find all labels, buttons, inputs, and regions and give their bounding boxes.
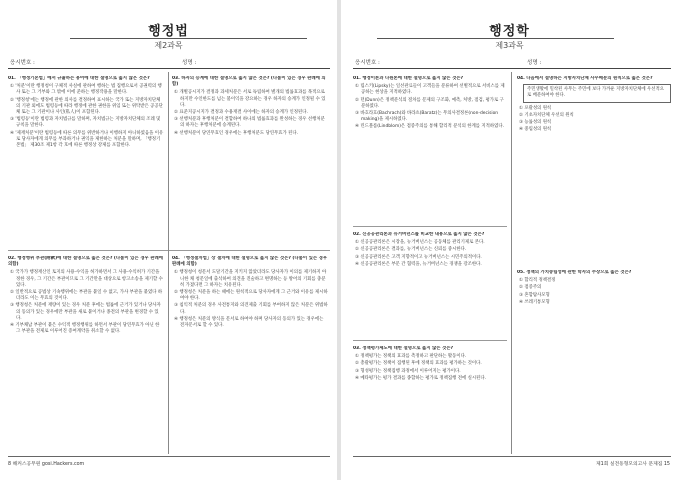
question-option: ④ 신공공관리론은 부문 간 협력을, 뉴거버넌스는 경쟁을 강조한다. bbox=[355, 261, 482, 267]
right-exam-no-label: 응시번호 : bbox=[355, 60, 380, 66]
question-option: ② 행정청은 처분을 하는 때에는 원칙적으로 당사자에게 그 근거와 이유를 제시하여야 한다. bbox=[174, 290, 328, 302]
left-name-label: 성명 : bbox=[182, 60, 197, 66]
question-option: ① 정책평가는 정책의 효과를 측정하고 판단하는 활동이다. bbox=[355, 354, 467, 360]
question-option: ② '행정청'에는 행정에 관한 의사를 결정하여 표시하는 국가 또는 지방자치단체의 기관 외에도 법령등에 따라 행정에 관한 권한을 위임 또는 위탁받은 공공단체 또는 그 기관이나 사인(私人)이 포함된다. bbox=[10, 97, 163, 116]
question-head: 02. 행정행위 부관(附款)에 대한 설명으로 옳은 것은? (다툼이 있는 경우 판례에 의함) bbox=[8, 256, 163, 268]
left-subject-subtitle: 제2과목 bbox=[154, 41, 183, 50]
question-option: ② 던(Dunn)은 정책분석의 절차를 문제의 구조화, 예측, 처방, 점검, 평가로 구분하였다. bbox=[355, 97, 504, 109]
right-column-divider bbox=[511, 72, 512, 454]
question-option: ④ 쓰레기통모형 bbox=[519, 299, 550, 305]
right-name-label: 성명 : bbox=[527, 60, 542, 66]
right-footer: 제1회 실전동형모의고사 문제집 15 bbox=[596, 462, 670, 467]
right-q04 bbox=[517, 76, 671, 236]
question-option: ④ 린드블롬(Lindblom)은 점증주의를 통해 합리적 분석의 한계를 지적하였다. bbox=[355, 124, 505, 130]
question-option: ① 개별공시지가 결정과 과세처분은 서로 독립하여 별개의 법률효과를 목적으로 하지만 수인한도를 넘는 불이익을 강요하는 경우 하자의 승계가 인정될 수 있다. bbox=[174, 90, 326, 108]
right-footer-rule bbox=[353, 456, 671, 457]
right-header-rule bbox=[353, 68, 671, 69]
question-option: ④ 선행처분이 당연무효인 경우에는 후행처분도 당연무효가 된다. bbox=[174, 130, 298, 136]
left-title-underline bbox=[70, 38, 307, 39]
left-q01 bbox=[8, 76, 164, 246]
question-head: 02. 신공공관리론과 뉴거버넌스를 비교한 내용으로 옳지 않은 것은? bbox=[353, 232, 485, 237]
right-page bbox=[341, 0, 678, 480]
question-option: ② 기초자치단체 우선의 원칙 bbox=[519, 112, 574, 118]
question-option: ③ 형성평가는 정책집행 과정에서 이루어지는 평가이다. bbox=[355, 368, 461, 374]
right-q03 bbox=[353, 346, 507, 452]
question-option: ② 점증주의 bbox=[519, 285, 542, 291]
question-option: ③ 신공공관리론은 고객 지향적이고 뉴거버넌스는 시민주의적이다. bbox=[355, 254, 482, 260]
question-option: ① 국가가 행정재산인 토지의 사용·수익을 허가하면서 그 사용·수익허가 기간을 정한 경우, 그 기간은 부관이므로 그 기간만을 대상으로 항고소송을 제기할 수 있다. bbox=[10, 270, 163, 288]
question-option: ④ 메타평가는 평가 결과를 종합하는 평가로 정책집행 전에 실시된다. bbox=[355, 375, 487, 381]
question-option: ① 합리적 정책결정 bbox=[519, 278, 556, 284]
left-header-rule bbox=[8, 68, 330, 69]
question-option: ② 표준지공시지가 결정과 수용재결 사이에는 하자의 승계가 인정된다. bbox=[174, 110, 308, 116]
question-option: ① 포괄성의 원칙 bbox=[519, 105, 552, 111]
right-subject-subtitle: 제3과목 bbox=[495, 41, 524, 50]
question-box: 주민생활에 밀착된 사무는 주민에 보다 가까운 지방자치단체에 우선적으로 배분하여야 한다. bbox=[523, 84, 671, 102]
question-option: ② 총괄평가는 정책이 집행된 후에 정책의 효과를 평가하는 것이다. bbox=[355, 361, 482, 367]
question-option: ③ 바흐라흐(Bachrach)와 바라츠(Baratz)는 무의사결정론(non-decision making)을 제시하였다. bbox=[355, 111, 499, 123]
question-option: ① 립스키(Lipsky)는 일선관료들이 고객들을 분류하여 선별적으로 서비스를 제공하는 현상을 지적하였다. bbox=[355, 84, 505, 96]
left-page bbox=[0, 0, 337, 480]
question-head: 04. 「행정절차법」상 절차에 대한 설명으로 옳지 않은 것은? (다툼이 있는 경우 판례에 의함) bbox=[172, 256, 328, 268]
question-head: 03. 하자의 승계에 대한 설명으로 옳지 않은 것은? (다툼이 있는 경우 판례에 의함) bbox=[172, 76, 326, 88]
right-title-underline bbox=[377, 38, 614, 39]
question-option: ③ 행정청은 처분에 재량이 있는 경우 처분 후에는 법률에 근거가 있거나 당사자의 동의가 있는 경우에만 부관을 새로 붙이거나 종전의 부관을 변경할 수 있다. bbox=[10, 303, 161, 321]
left-subject-title: 행정법 bbox=[148, 24, 189, 39]
question-option: ④ 행정청은 처분의 방식을 문서로 하여야 하며 당사자의 동의가 있는 경우에는 전자문서로 할 수 있다. bbox=[174, 316, 324, 329]
question-option: ① 행정청이 청문서 도달기간을 지키지 않았더라도 당사자가 이의를 제기하지 아니한 채 청문일에 출석하여 의견을 진술하고 변명하는 등 방어의 기회를 충분히 가졌다면 그 하자는 치유된다. bbox=[174, 270, 327, 288]
right-col1-rule bbox=[353, 226, 507, 227]
right-q02 bbox=[353, 232, 507, 350]
question-head: 03. 정책평가제도에 대한 설명으로 옳지 않은 것은? bbox=[353, 346, 454, 351]
left-footer: 8 해커스공무원 gosi.Hackers.com bbox=[8, 462, 85, 467]
left-footer-rule bbox=[8, 456, 330, 457]
right-q01 bbox=[353, 76, 507, 226]
question-option: ① '처분'이란 행정청이 구체적 사실에 관하여 행하는 법 집행으로서 공권력의 행사 또는 그 거부와 그 밖에 이에 준하는 행정작용을 말한다. bbox=[10, 84, 162, 96]
question-head: 01. 행정이론과 다원론에 대한 설명으로 옳지 않은 것은? bbox=[353, 76, 464, 81]
question-head: 05. 정책의 가치중립성에 관한 학자의 주장으로 옳은 것은? bbox=[517, 270, 632, 275]
question-option: ③ 능률성의 원칙 bbox=[519, 120, 552, 126]
left-q04 bbox=[172, 256, 328, 452]
question-option: ③ 혼합탐사모형 bbox=[519, 292, 550, 298]
question-option: ④ 중립성의 원칙 bbox=[519, 127, 552, 133]
question-option: ④ 기부채납 부관이 붙은 수익적 행정행위를 하면서 부관이 당연무효가 아닌 한 그 부관을 전제로 이루어진 증여계약을 취소할 수 없다. bbox=[10, 323, 160, 335]
question-head: 04. 다음에서 설명하는 지방자치단체 사무배분의 원칙으로 옳은 것은? bbox=[517, 76, 653, 81]
question-option: ③ 침익적 처분의 경우 사전통지와 의견제출 기회를 부여하지 않은 처분은 위법하다. bbox=[174, 303, 328, 315]
right-subject-title: 행정학 bbox=[489, 24, 530, 39]
question-option: ③ 선행처분과 후행처분이 결합하여 하나의 법률효과를 완성하는 경우 선행처분의 하자는 후행처분에 승계된다. bbox=[174, 117, 325, 129]
left-q02 bbox=[8, 256, 164, 452]
question-option: ④ '제재처분'이란 법령등에 따른 의무를 위반하거나 이행하지 아니하였음을 이유로 당사자에게 의무를 부과하거나 권익을 제한하는 처분을 말하며, 「행정기본법」 제30조 제1항 각 호에 따른 행정상 강제를 포함한다. bbox=[10, 130, 164, 149]
right-col1-rule-2 bbox=[353, 340, 507, 341]
question-option: ② 신공공관리론은 결과를, 뉴거버넌스는 신뢰를 중시한다. bbox=[355, 247, 467, 253]
question-option: ② 일반적으로 공법상 기속행위에는 부관을 붙일 수 없고, 가사 부관을 붙였다 하더라도 이는 무효의 것이다. bbox=[10, 290, 163, 302]
question-head: 01. 「행정기본법」에서 규율하는 용어에 대한 설명으로 옳지 않은 것은? bbox=[8, 76, 150, 81]
question-option: ① 신공공관리론은 시장을, 뉴거버넌스는 공동체를 관리기제로 본다. bbox=[355, 240, 485, 246]
left-column-divider bbox=[168, 72, 169, 454]
question-option: ③ '법령등'이란 법령과 자치법규를 말하며, 자치법규는 지방자치단체의 조례 및 규칙을 말한다. bbox=[10, 117, 161, 129]
left-q03 bbox=[172, 76, 328, 246]
right-q05 bbox=[517, 270, 671, 380]
left-exam-no-label: 응시번호 : bbox=[10, 60, 35, 66]
left-mid-rule bbox=[8, 250, 330, 251]
